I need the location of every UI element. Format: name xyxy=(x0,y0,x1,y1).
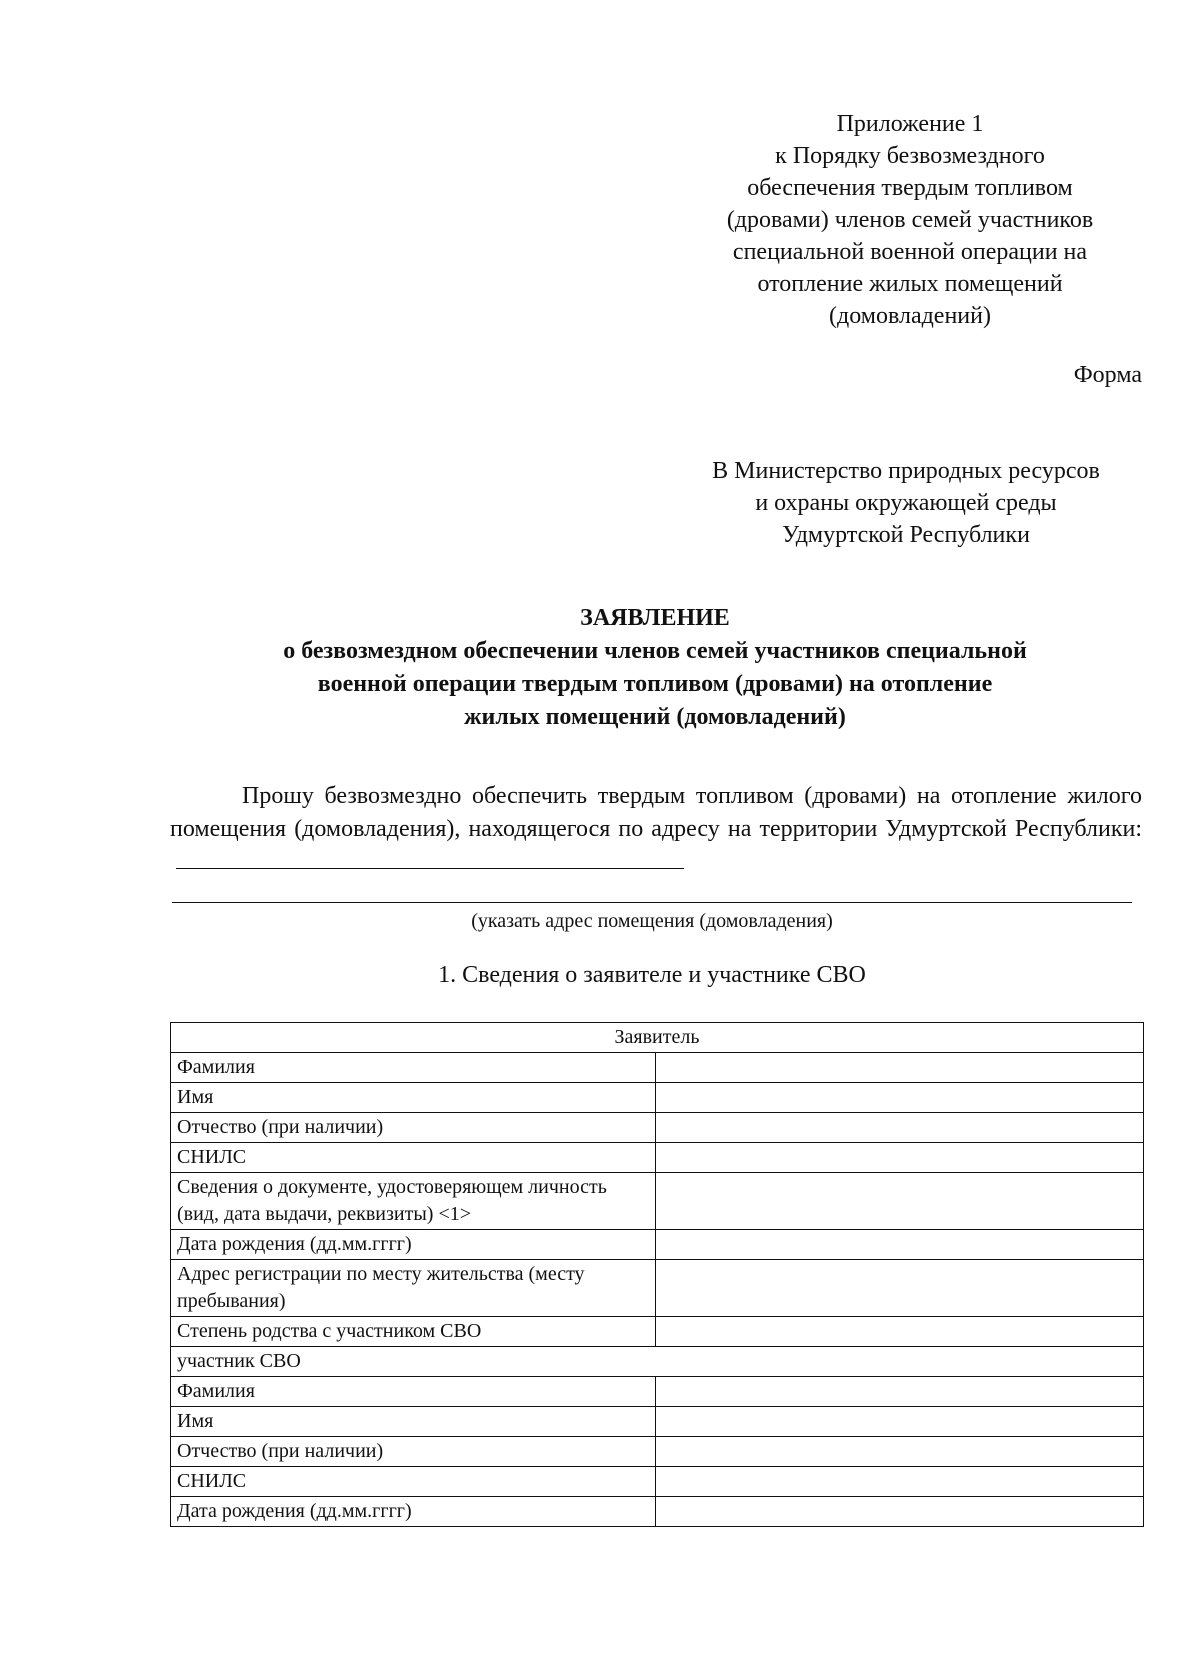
field-label: Имя xyxy=(171,1083,656,1113)
addressee-line: Удмуртской Республики xyxy=(782,522,1030,548)
request-paragraph xyxy=(170,780,1142,879)
field-value-cell[interactable] xyxy=(656,1467,1144,1497)
annex-line: (дровами) членов семей участников xyxy=(726,207,1094,233)
annex-line: специальной военной операции на xyxy=(732,239,1088,265)
field-value-cell[interactable] xyxy=(656,1173,1144,1230)
field-label: СНИЛС xyxy=(171,1467,656,1497)
field-label: Дата рождения (дд.мм.гггг) xyxy=(171,1497,656,1527)
field-label: Отчество (при наличии) xyxy=(171,1437,656,1467)
annex-line: отопление жилых помещений xyxy=(757,271,1063,297)
section-title: 1. Сведения о заявителе и участнике СВО xyxy=(438,962,866,988)
table-row xyxy=(171,1173,1144,1230)
table-row xyxy=(171,1497,1144,1527)
field-value-cell[interactable] xyxy=(656,1260,1144,1317)
title-line: о безвозмездном обеспечении членов семей участников специальной xyxy=(283,638,1027,664)
table-row xyxy=(171,1023,1144,1053)
request-paragraph-block xyxy=(170,780,1142,879)
table-row xyxy=(171,1230,1144,1260)
field-value-cell[interactable] xyxy=(656,1437,1144,1467)
addressee-line: и охраны окружающей среды xyxy=(755,490,1057,516)
document-title xyxy=(170,602,1140,734)
field-label: Фамилия xyxy=(171,1377,656,1407)
table-row xyxy=(171,1113,1144,1143)
field-value-cell[interactable] xyxy=(656,1317,1144,1347)
address-fill-line[interactable] xyxy=(176,846,684,869)
table-row xyxy=(171,1053,1144,1083)
addressee-block xyxy=(660,455,1152,551)
field-label: СНИЛС xyxy=(171,1143,656,1173)
field-value-cell[interactable] xyxy=(656,1377,1144,1407)
field-value-cell[interactable] xyxy=(656,1407,1144,1437)
annex-line: обеспечения твердым топливом xyxy=(747,175,1073,201)
table-row xyxy=(171,1260,1144,1317)
title-line: жилых помещений (домовладений) xyxy=(464,704,846,730)
form-label: Форма xyxy=(1073,362,1142,388)
field-label: Степень родства с участником СВО xyxy=(171,1317,656,1347)
title-line: ЗАЯВЛЕНИЕ xyxy=(580,605,730,631)
table-row xyxy=(171,1437,1144,1467)
field-value-cell[interactable] xyxy=(656,1083,1144,1113)
title-line: военной операции твердым топливом (дровами) на отопление xyxy=(317,671,993,697)
annex-line: Приложение 1 xyxy=(836,111,984,137)
field-value-cell[interactable] xyxy=(656,1143,1144,1173)
table-row xyxy=(171,1467,1144,1497)
field-label: Отчество (при наличии) xyxy=(171,1113,656,1143)
field-label: Имя xyxy=(171,1407,656,1437)
addressee-line: В Министерство природных ресурсов xyxy=(712,458,1100,484)
table-row xyxy=(171,1083,1144,1113)
field-label: Фамилия xyxy=(171,1053,656,1083)
table-row xyxy=(171,1317,1144,1347)
table-row xyxy=(171,1347,1144,1377)
address-fill-line-2[interactable] xyxy=(172,902,1132,903)
applicant-header-cell: Заявитель xyxy=(171,1023,1144,1053)
participant-header-cell: участник СВО xyxy=(171,1347,1144,1377)
field-value-cell[interactable] xyxy=(656,1053,1144,1083)
field-label: Дата рождения (дд.мм.гггг) xyxy=(171,1230,656,1260)
field-value-cell[interactable] xyxy=(656,1113,1144,1143)
table-row xyxy=(171,1377,1144,1407)
field-value-cell[interactable] xyxy=(656,1497,1144,1527)
table-row xyxy=(171,1143,1144,1173)
address-hint: (указать адрес помещения (домовладения) xyxy=(471,910,833,932)
table-row xyxy=(171,1407,1144,1437)
annex-line: к Порядку безвозмездного xyxy=(775,143,1045,169)
annex-line: (домовладений) xyxy=(829,303,991,329)
field-label: Сведения о документе, удостоверяющем личность (вид, дата выдачи, реквизиты) <1> xyxy=(171,1173,656,1230)
request-text: Прошу безвозмездно обеспечить твердым топливом (дровами) на отопление жилого помещения (домовладения), находящегося по адресу на территории Удмуртской Республики: xyxy=(170,783,1142,842)
annex-header xyxy=(690,108,1130,332)
field-value-cell[interactable] xyxy=(656,1230,1144,1260)
applicant-info-table xyxy=(170,1022,1144,1527)
field-label: Адрес регистрации по месту жительства (месту пребывания) xyxy=(171,1260,656,1317)
